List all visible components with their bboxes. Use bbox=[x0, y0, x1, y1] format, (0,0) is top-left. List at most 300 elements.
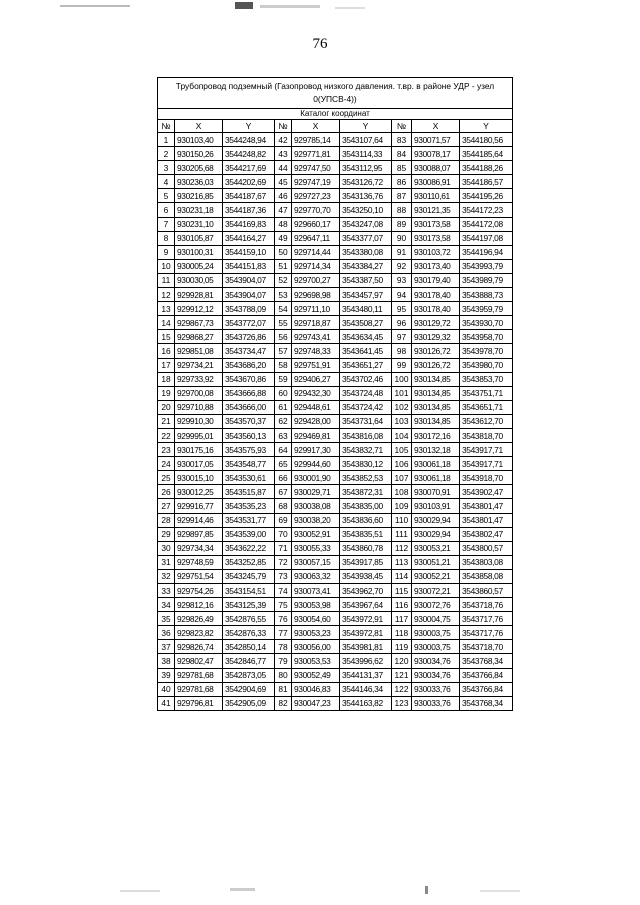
y-coordinate-cell: 3543457,97 bbox=[340, 288, 392, 302]
x-coordinate-cell: 930072,21 bbox=[412, 584, 460, 598]
y-coordinate-cell: 3543816,08 bbox=[340, 428, 392, 442]
y-coordinate-cell: 3543766,84 bbox=[460, 668, 513, 682]
point-number-cell: 50 bbox=[275, 245, 292, 259]
x-coordinate-cell: 930231,18 bbox=[175, 203, 223, 217]
y-coordinate-cell: 3543702,46 bbox=[340, 372, 392, 386]
x-coordinate-cell: 929754,26 bbox=[175, 584, 223, 598]
x-coordinate-cell: 930078,17 bbox=[412, 147, 460, 161]
y-coordinate-cell: 3542876,33 bbox=[223, 626, 275, 640]
table-row bbox=[158, 471, 513, 485]
point-number-cell: 88 bbox=[392, 203, 412, 217]
x-coordinate-cell: 930051,21 bbox=[412, 555, 460, 569]
x-coordinate-cell: 930003,75 bbox=[412, 626, 460, 640]
x-coordinate-cell: 930052,21 bbox=[412, 569, 460, 583]
column-header: Y bbox=[223, 120, 275, 133]
point-number-cell: 45 bbox=[275, 175, 292, 189]
point-number-cell: 7 bbox=[158, 217, 175, 231]
y-coordinate-cell: 3543860,78 bbox=[340, 541, 392, 555]
y-coordinate-cell: 3543731,64 bbox=[340, 414, 392, 428]
point-number-cell: 11 bbox=[158, 273, 175, 287]
x-coordinate-cell: 930046,83 bbox=[292, 682, 340, 696]
y-coordinate-cell: 3543830,12 bbox=[340, 457, 392, 471]
table-row bbox=[158, 259, 513, 273]
table-row bbox=[158, 414, 513, 428]
y-coordinate-cell: 3543651,27 bbox=[340, 358, 392, 372]
point-number-cell: 91 bbox=[392, 245, 412, 259]
point-number-cell: 122 bbox=[392, 682, 412, 696]
point-number-cell: 8 bbox=[158, 231, 175, 245]
x-coordinate-cell: 930129,72 bbox=[412, 316, 460, 330]
point-number-cell: 114 bbox=[392, 569, 412, 583]
point-number-cell: 89 bbox=[392, 217, 412, 231]
point-number-cell: 12 bbox=[158, 288, 175, 302]
x-coordinate-cell: 929912,12 bbox=[175, 302, 223, 316]
point-number-cell: 25 bbox=[158, 471, 175, 485]
y-coordinate-cell: 3544172,23 bbox=[460, 203, 513, 217]
x-coordinate-cell: 930134,85 bbox=[412, 400, 460, 414]
point-number-cell: 3 bbox=[158, 161, 175, 175]
point-number-cell: 32 bbox=[158, 569, 175, 583]
y-coordinate-cell: 3543384,27 bbox=[340, 259, 392, 273]
point-number-cell: 33 bbox=[158, 584, 175, 598]
y-coordinate-cell: 3543888,73 bbox=[460, 288, 513, 302]
point-number-cell: 5 bbox=[158, 189, 175, 203]
y-coordinate-cell: 3543930,70 bbox=[460, 316, 513, 330]
page-number: 76 bbox=[312, 36, 328, 52]
point-number-cell: 28 bbox=[158, 513, 175, 527]
x-coordinate-cell: 929751,54 bbox=[175, 569, 223, 583]
y-coordinate-cell: 3543515,87 bbox=[223, 485, 275, 499]
point-number-cell: 37 bbox=[158, 640, 175, 654]
y-coordinate-cell: 3543245,79 bbox=[223, 569, 275, 583]
point-number-cell: 1 bbox=[158, 133, 175, 147]
x-coordinate-cell: 930105,87 bbox=[175, 231, 223, 245]
x-coordinate-cell: 929916,77 bbox=[175, 499, 223, 513]
x-coordinate-cell: 929826,74 bbox=[175, 640, 223, 654]
y-coordinate-cell: 3544164,27 bbox=[223, 231, 275, 245]
column-header: X bbox=[292, 120, 340, 133]
point-number-cell: 96 bbox=[392, 316, 412, 330]
table-subtitle: Каталог координат bbox=[158, 109, 513, 120]
table-body bbox=[158, 133, 513, 711]
y-coordinate-cell: 3544131,37 bbox=[340, 668, 392, 682]
point-number-cell: 61 bbox=[275, 400, 292, 414]
y-coordinate-cell: 3543904,07 bbox=[223, 273, 275, 287]
x-coordinate-cell: 929660,17 bbox=[292, 217, 340, 231]
point-number-cell: 107 bbox=[392, 471, 412, 485]
x-coordinate-cell: 929734,34 bbox=[175, 541, 223, 555]
y-coordinate-cell: 3543904,07 bbox=[223, 288, 275, 302]
table-row bbox=[158, 161, 513, 175]
y-coordinate-cell: 3543993,79 bbox=[460, 259, 513, 273]
point-number-cell: 54 bbox=[275, 302, 292, 316]
point-number-cell: 51 bbox=[275, 259, 292, 273]
point-number-cell: 26 bbox=[158, 485, 175, 499]
y-coordinate-cell: 3544151,83 bbox=[223, 259, 275, 273]
x-coordinate-cell: 929748,59 bbox=[175, 555, 223, 569]
table-row bbox=[158, 316, 513, 330]
y-coordinate-cell: 3543126,72 bbox=[340, 175, 392, 189]
x-coordinate-cell: 929802,47 bbox=[175, 654, 223, 668]
y-coordinate-cell: 3543666,88 bbox=[223, 386, 275, 400]
x-coordinate-cell: 929710,88 bbox=[175, 400, 223, 414]
x-coordinate-cell: 930172,16 bbox=[412, 428, 460, 442]
point-number-cell: 121 bbox=[392, 668, 412, 682]
y-coordinate-cell: 3543560,13 bbox=[223, 428, 275, 442]
point-number-cell: 2 bbox=[158, 147, 175, 161]
point-number-cell: 60 bbox=[275, 386, 292, 400]
point-number-cell: 78 bbox=[275, 640, 292, 654]
x-coordinate-cell: 929851,08 bbox=[175, 344, 223, 358]
y-coordinate-cell: 3543114,33 bbox=[340, 147, 392, 161]
x-coordinate-cell: 930004,75 bbox=[412, 612, 460, 626]
x-coordinate-cell: 930129,32 bbox=[412, 330, 460, 344]
y-coordinate-cell: 3543718,76 bbox=[460, 598, 513, 612]
x-coordinate-cell: 929698,98 bbox=[292, 288, 340, 302]
point-number-cell: 40 bbox=[158, 682, 175, 696]
table-row bbox=[158, 598, 513, 612]
x-coordinate-cell: 930100,31 bbox=[175, 245, 223, 259]
y-coordinate-cell: 3543852,53 bbox=[340, 471, 392, 485]
scan-artifact-bottom bbox=[120, 884, 540, 896]
point-number-cell: 38 bbox=[158, 654, 175, 668]
table-row bbox=[158, 668, 513, 682]
point-number-cell: 57 bbox=[275, 344, 292, 358]
point-number-cell: 116 bbox=[392, 598, 412, 612]
y-coordinate-cell: 3543938,45 bbox=[340, 569, 392, 583]
point-number-cell: 71 bbox=[275, 541, 292, 555]
x-coordinate-cell: 929714,34 bbox=[292, 259, 340, 273]
point-number-cell: 77 bbox=[275, 626, 292, 640]
y-coordinate-cell: 3544185,64 bbox=[460, 147, 513, 161]
x-coordinate-cell: 929826,49 bbox=[175, 612, 223, 626]
x-coordinate-cell: 930029,71 bbox=[292, 485, 340, 499]
x-coordinate-cell: 929727,23 bbox=[292, 189, 340, 203]
y-coordinate-cell: 3543967,64 bbox=[340, 598, 392, 612]
point-number-cell: 56 bbox=[275, 330, 292, 344]
x-coordinate-cell: 930121,35 bbox=[412, 203, 460, 217]
column-header: Y bbox=[460, 120, 513, 133]
point-number-cell: 42 bbox=[275, 133, 292, 147]
y-coordinate-cell: 3543480,11 bbox=[340, 302, 392, 316]
x-coordinate-cell: 930034,76 bbox=[412, 668, 460, 682]
x-coordinate-cell: 930054,60 bbox=[292, 612, 340, 626]
x-coordinate-cell: 929868,27 bbox=[175, 330, 223, 344]
x-coordinate-cell: 930132,18 bbox=[412, 443, 460, 457]
point-number-cell: 95 bbox=[392, 302, 412, 316]
table-row bbox=[158, 569, 513, 583]
x-coordinate-cell: 929406,27 bbox=[292, 372, 340, 386]
x-coordinate-cell: 930173,58 bbox=[412, 231, 460, 245]
point-number-cell: 24 bbox=[158, 457, 175, 471]
point-number-cell: 75 bbox=[275, 598, 292, 612]
point-number-cell: 87 bbox=[392, 189, 412, 203]
x-coordinate-cell: 929867,73 bbox=[175, 316, 223, 330]
point-number-cell: 81 bbox=[275, 682, 292, 696]
x-coordinate-cell: 930231,10 bbox=[175, 217, 223, 231]
table-row bbox=[158, 513, 513, 527]
x-coordinate-cell: 930216,85 bbox=[175, 189, 223, 203]
y-coordinate-cell: 3543972,81 bbox=[340, 626, 392, 640]
point-number-cell: 29 bbox=[158, 527, 175, 541]
y-coordinate-cell: 3543802,47 bbox=[460, 527, 513, 541]
column-header: X bbox=[412, 120, 460, 133]
y-coordinate-cell: 3543252,85 bbox=[223, 555, 275, 569]
point-number-cell: 27 bbox=[158, 499, 175, 513]
table-row bbox=[158, 428, 513, 442]
table-row bbox=[158, 612, 513, 626]
y-coordinate-cell: 3543902,47 bbox=[460, 485, 513, 499]
y-coordinate-cell: 3544159,10 bbox=[223, 245, 275, 259]
y-coordinate-cell: 3542905,09 bbox=[223, 696, 275, 710]
point-number-cell: 41 bbox=[158, 696, 175, 710]
y-coordinate-cell: 3543724,48 bbox=[340, 386, 392, 400]
point-number-cell: 93 bbox=[392, 273, 412, 287]
point-number-cell: 99 bbox=[392, 358, 412, 372]
y-coordinate-cell: 3542846,77 bbox=[223, 654, 275, 668]
scan-artifact-top bbox=[60, 2, 380, 12]
y-coordinate-cell: 3543918,70 bbox=[460, 471, 513, 485]
point-number-cell: 67 bbox=[275, 485, 292, 499]
point-number-cell: 22 bbox=[158, 428, 175, 442]
table-row bbox=[158, 682, 513, 696]
table-row bbox=[158, 654, 513, 668]
y-coordinate-cell: 3543959,79 bbox=[460, 302, 513, 316]
point-number-cell: 64 bbox=[275, 443, 292, 457]
x-coordinate-cell: 929747,50 bbox=[292, 161, 340, 175]
point-number-cell: 16 bbox=[158, 344, 175, 358]
point-number-cell: 21 bbox=[158, 414, 175, 428]
point-number-cell: 14 bbox=[158, 316, 175, 330]
point-number-cell: 76 bbox=[275, 612, 292, 626]
x-coordinate-cell: 929771,81 bbox=[292, 147, 340, 161]
x-coordinate-cell: 930015,10 bbox=[175, 471, 223, 485]
point-number-cell: 34 bbox=[158, 598, 175, 612]
table-row bbox=[158, 443, 513, 457]
point-number-cell: 13 bbox=[158, 302, 175, 316]
x-coordinate-cell: 930017,05 bbox=[175, 457, 223, 471]
point-number-cell: 4 bbox=[158, 175, 175, 189]
point-number-cell: 39 bbox=[158, 668, 175, 682]
y-coordinate-cell: 3543835,51 bbox=[340, 527, 392, 541]
point-number-cell: 97 bbox=[392, 330, 412, 344]
y-coordinate-cell: 3543768,34 bbox=[460, 696, 513, 710]
point-number-cell: 44 bbox=[275, 161, 292, 175]
table-row bbox=[158, 400, 513, 414]
y-coordinate-cell: 3543112,95 bbox=[340, 161, 392, 175]
x-coordinate-cell: 930063,32 bbox=[292, 569, 340, 583]
x-coordinate-cell: 929700,27 bbox=[292, 273, 340, 287]
x-coordinate-cell: 929796,81 bbox=[175, 696, 223, 710]
x-coordinate-cell: 930088,07 bbox=[412, 161, 460, 175]
y-coordinate-cell: 3544196,94 bbox=[460, 245, 513, 259]
x-coordinate-cell: 930052,91 bbox=[292, 527, 340, 541]
column-header: Y bbox=[340, 120, 392, 133]
column-header-row bbox=[158, 120, 513, 133]
x-coordinate-cell: 930103,40 bbox=[175, 133, 223, 147]
y-coordinate-cell: 3543818,70 bbox=[460, 428, 513, 442]
y-coordinate-cell: 3543612,70 bbox=[460, 414, 513, 428]
y-coordinate-cell: 3543622,22 bbox=[223, 541, 275, 555]
x-coordinate-cell: 930038,08 bbox=[292, 499, 340, 513]
x-coordinate-cell: 929928,81 bbox=[175, 288, 223, 302]
x-coordinate-cell: 930205,68 bbox=[175, 161, 223, 175]
point-number-cell: 120 bbox=[392, 654, 412, 668]
x-coordinate-cell: 930110,61 bbox=[412, 189, 460, 203]
x-coordinate-cell: 929448,61 bbox=[292, 400, 340, 414]
point-number-cell: 53 bbox=[275, 288, 292, 302]
y-coordinate-cell: 3543717,76 bbox=[460, 626, 513, 640]
y-coordinate-cell: 3543872,31 bbox=[340, 485, 392, 499]
point-number-cell: 19 bbox=[158, 386, 175, 400]
x-coordinate-cell: 930029,94 bbox=[412, 513, 460, 527]
column-header: № bbox=[392, 120, 412, 133]
x-coordinate-cell: 929917,30 bbox=[292, 443, 340, 457]
y-coordinate-cell: 3543751,71 bbox=[460, 386, 513, 400]
table-row bbox=[158, 372, 513, 386]
point-number-cell: 111 bbox=[392, 527, 412, 541]
x-coordinate-cell: 930150,26 bbox=[175, 147, 223, 161]
y-coordinate-cell: 3544172,08 bbox=[460, 217, 513, 231]
x-coordinate-cell: 930175,16 bbox=[175, 443, 223, 457]
x-coordinate-cell: 929469,81 bbox=[292, 428, 340, 442]
table-row bbox=[158, 245, 513, 259]
table-row bbox=[158, 147, 513, 161]
point-number-cell: 15 bbox=[158, 330, 175, 344]
y-coordinate-cell: 3543766,84 bbox=[460, 682, 513, 696]
x-coordinate-cell: 930047,23 bbox=[292, 696, 340, 710]
x-coordinate-cell: 929734,21 bbox=[175, 358, 223, 372]
y-coordinate-cell: 3543996,62 bbox=[340, 654, 392, 668]
point-number-cell: 10 bbox=[158, 259, 175, 273]
y-coordinate-cell: 3543107,64 bbox=[340, 133, 392, 147]
y-coordinate-cell: 3543670,86 bbox=[223, 372, 275, 386]
table-row bbox=[158, 386, 513, 400]
y-coordinate-cell: 3543125,39 bbox=[223, 598, 275, 612]
y-coordinate-cell: 3543136,76 bbox=[340, 189, 392, 203]
point-number-cell: 113 bbox=[392, 555, 412, 569]
point-number-cell: 109 bbox=[392, 499, 412, 513]
point-number-cell: 105 bbox=[392, 443, 412, 457]
point-number-cell: 103 bbox=[392, 414, 412, 428]
x-coordinate-cell: 930134,85 bbox=[412, 386, 460, 400]
point-number-cell: 110 bbox=[392, 513, 412, 527]
point-number-cell: 115 bbox=[392, 584, 412, 598]
point-number-cell: 123 bbox=[392, 696, 412, 710]
x-coordinate-cell: 930052,49 bbox=[292, 668, 340, 682]
point-number-cell: 70 bbox=[275, 527, 292, 541]
x-coordinate-cell: 929897,85 bbox=[175, 527, 223, 541]
y-coordinate-cell: 3543570,37 bbox=[223, 414, 275, 428]
x-coordinate-cell: 930236,03 bbox=[175, 175, 223, 189]
table-row bbox=[158, 189, 513, 203]
y-coordinate-cell: 3544195,26 bbox=[460, 189, 513, 203]
point-number-cell: 80 bbox=[275, 668, 292, 682]
y-coordinate-cell: 3544180,56 bbox=[460, 133, 513, 147]
point-number-cell: 73 bbox=[275, 569, 292, 583]
x-coordinate-cell: 930126,72 bbox=[412, 344, 460, 358]
y-coordinate-cell: 3543832,71 bbox=[340, 443, 392, 457]
point-number-cell: 85 bbox=[392, 161, 412, 175]
point-number-cell: 31 bbox=[158, 555, 175, 569]
x-coordinate-cell: 930070,91 bbox=[412, 485, 460, 499]
x-coordinate-cell: 930038,20 bbox=[292, 513, 340, 527]
x-coordinate-cell: 929823,82 bbox=[175, 626, 223, 640]
table-row bbox=[158, 273, 513, 287]
table-row bbox=[158, 499, 513, 513]
y-coordinate-cell: 3543772,07 bbox=[223, 316, 275, 330]
x-coordinate-cell: 930033,76 bbox=[412, 682, 460, 696]
x-coordinate-cell: 930073,41 bbox=[292, 584, 340, 598]
x-coordinate-cell: 929995,01 bbox=[175, 428, 223, 442]
y-coordinate-cell: 3544186,57 bbox=[460, 175, 513, 189]
table-row bbox=[158, 696, 513, 710]
y-coordinate-cell: 3544248,94 bbox=[223, 133, 275, 147]
point-number-cell: 101 bbox=[392, 386, 412, 400]
point-number-cell: 86 bbox=[392, 175, 412, 189]
y-coordinate-cell: 3543651,71 bbox=[460, 400, 513, 414]
y-coordinate-cell: 3543724,42 bbox=[340, 400, 392, 414]
column-header: X bbox=[175, 120, 223, 133]
point-number-cell: 72 bbox=[275, 555, 292, 569]
y-coordinate-cell: 3543726,86 bbox=[223, 330, 275, 344]
y-coordinate-cell: 3543917,71 bbox=[460, 443, 513, 457]
table-row bbox=[158, 485, 513, 499]
y-coordinate-cell: 3543575,93 bbox=[223, 443, 275, 457]
y-coordinate-cell: 3543860,57 bbox=[460, 584, 513, 598]
y-coordinate-cell: 3544248,82 bbox=[223, 147, 275, 161]
x-coordinate-cell: 930003,75 bbox=[412, 640, 460, 654]
x-coordinate-cell: 930057,15 bbox=[292, 555, 340, 569]
table-row bbox=[158, 457, 513, 471]
y-coordinate-cell: 3543962,70 bbox=[340, 584, 392, 598]
y-coordinate-cell: 3543247,08 bbox=[340, 217, 392, 231]
table-row bbox=[158, 358, 513, 372]
y-coordinate-cell: 3543972,91 bbox=[340, 612, 392, 626]
x-coordinate-cell: 930072,76 bbox=[412, 598, 460, 612]
point-number-cell: 69 bbox=[275, 513, 292, 527]
x-coordinate-cell: 929747,19 bbox=[292, 175, 340, 189]
point-number-cell: 68 bbox=[275, 499, 292, 513]
x-coordinate-cell: 930053,23 bbox=[292, 626, 340, 640]
x-coordinate-cell: 929748,33 bbox=[292, 344, 340, 358]
x-coordinate-cell: 929781,68 bbox=[175, 668, 223, 682]
x-coordinate-cell: 930134,85 bbox=[412, 414, 460, 428]
y-coordinate-cell: 3543717,76 bbox=[460, 612, 513, 626]
point-number-cell: 17 bbox=[158, 358, 175, 372]
x-coordinate-cell: 929812,16 bbox=[175, 598, 223, 612]
column-header: № bbox=[158, 120, 175, 133]
table-row bbox=[158, 344, 513, 358]
point-number-cell: 82 bbox=[275, 696, 292, 710]
point-number-cell: 65 bbox=[275, 457, 292, 471]
y-coordinate-cell: 3544188,26 bbox=[460, 161, 513, 175]
y-coordinate-cell: 3543768,34 bbox=[460, 654, 513, 668]
point-number-cell: 6 bbox=[158, 203, 175, 217]
x-coordinate-cell: 930053,98 bbox=[292, 598, 340, 612]
table-row bbox=[158, 302, 513, 316]
point-number-cell: 43 bbox=[275, 147, 292, 161]
x-coordinate-cell: 929770,70 bbox=[292, 203, 340, 217]
point-number-cell: 94 bbox=[392, 288, 412, 302]
table-row bbox=[158, 527, 513, 541]
y-coordinate-cell: 3543718,70 bbox=[460, 640, 513, 654]
x-coordinate-cell: 929432,30 bbox=[292, 386, 340, 400]
y-coordinate-cell: 3543539,00 bbox=[223, 527, 275, 541]
point-number-cell: 20 bbox=[158, 400, 175, 414]
point-number-cell: 117 bbox=[392, 612, 412, 626]
y-coordinate-cell: 3543803,08 bbox=[460, 555, 513, 569]
